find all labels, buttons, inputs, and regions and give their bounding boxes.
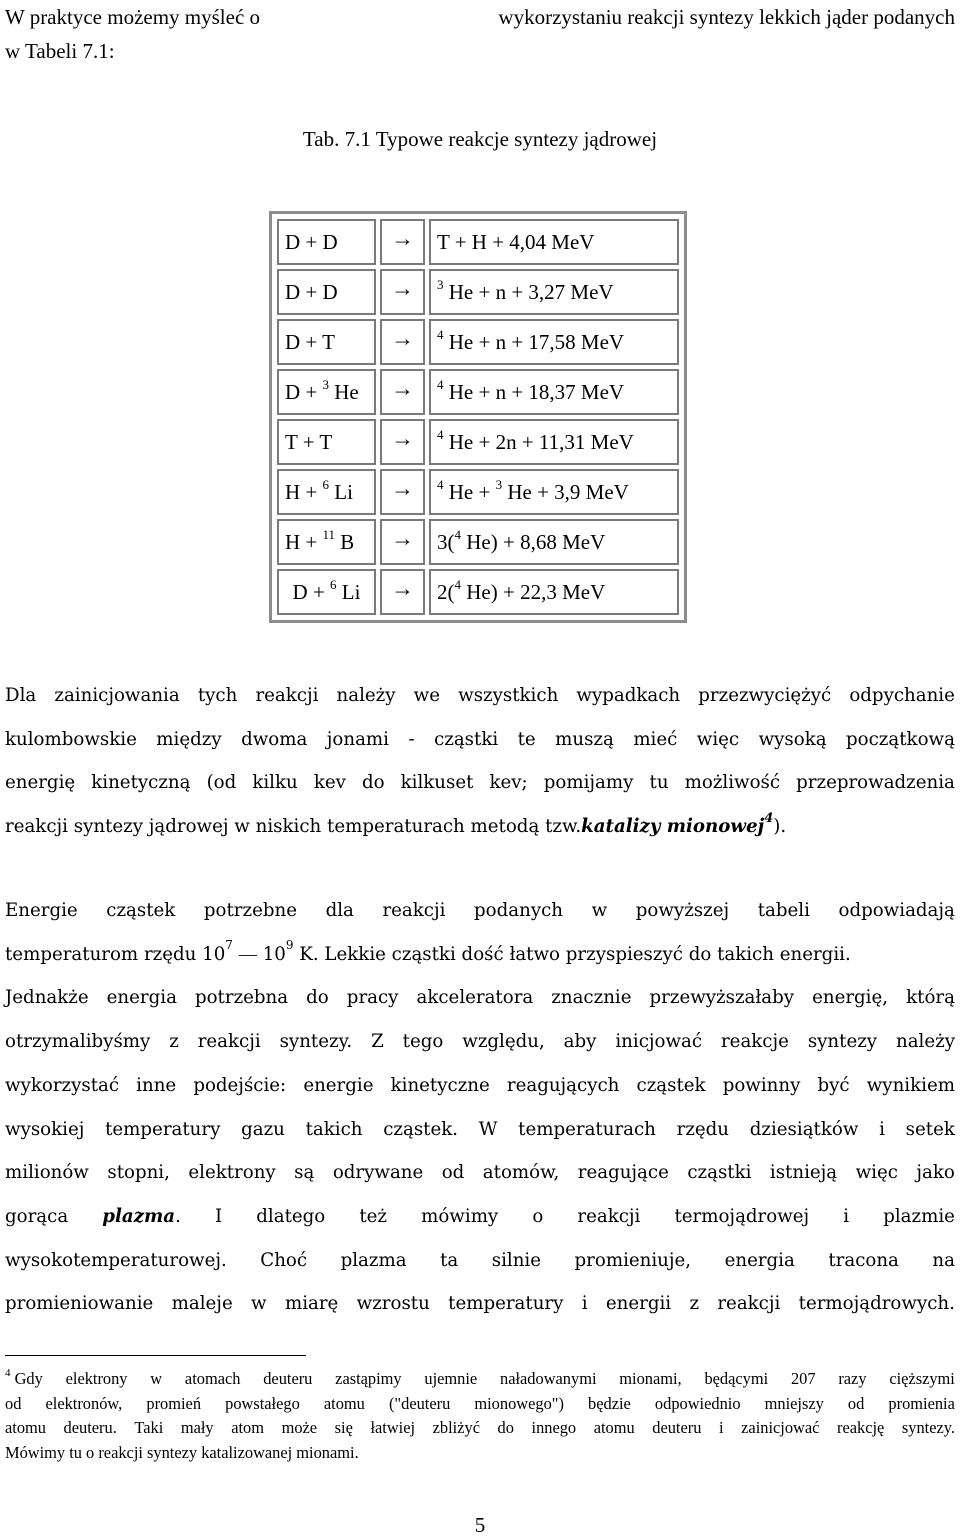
paragraph-line bbox=[5, 976, 955, 1020]
paragraph-line bbox=[5, 889, 955, 933]
word: kulombowskie bbox=[5, 728, 137, 750]
arrow-cell bbox=[380, 569, 425, 615]
word: elektrony bbox=[188, 1162, 276, 1184]
word: energię, bbox=[812, 987, 889, 1009]
word: mionami, bbox=[619, 1369, 682, 1388]
word: inicjować bbox=[615, 1031, 703, 1053]
paragraph-line bbox=[5, 1020, 955, 1064]
products-cell: $^4$ He + n + 17,58 MeV bbox=[429, 319, 679, 365]
word: być bbox=[817, 1074, 850, 1096]
word: tych bbox=[197, 685, 238, 706]
arrow-icon: → bbox=[391, 376, 414, 401]
reaction-row bbox=[277, 319, 679, 365]
reactants-cell: H + $^6$ Li bbox=[277, 469, 376, 515]
paragraph-line bbox=[5, 1239, 955, 1283]
word: przewyższałaby bbox=[649, 987, 795, 1009]
arrow-cell bbox=[380, 519, 425, 565]
word: gazu bbox=[241, 1118, 285, 1140]
word: Jednakże bbox=[5, 987, 89, 1009]
word: może bbox=[281, 1418, 318, 1437]
word: należy bbox=[336, 685, 396, 706]
word: reagujące bbox=[577, 1162, 669, 1184]
word: takich bbox=[305, 1118, 363, 1140]
word: inne bbox=[136, 1074, 177, 1096]
arrow-icon: → bbox=[391, 576, 414, 601]
word: energia bbox=[106, 987, 177, 1009]
paragraph-line bbox=[5, 1064, 955, 1108]
arrow-icon: → bbox=[391, 426, 414, 451]
word: reakcje bbox=[720, 1031, 789, 1053]
reaction-row bbox=[277, 419, 679, 465]
word: atomu bbox=[5, 1418, 46, 1437]
word: atomach bbox=[184, 1369, 241, 1388]
word: deuteru bbox=[652, 1418, 702, 1437]
word: w bbox=[591, 900, 608, 921]
word: energii bbox=[605, 1293, 672, 1315]
footnote-separator bbox=[5, 1355, 306, 1356]
word: deuteru. bbox=[63, 1418, 117, 1437]
word: podanych bbox=[474, 900, 563, 921]
word: rzędu bbox=[676, 1118, 730, 1140]
reaction-row bbox=[277, 369, 679, 415]
word: zbliżyć bbox=[432, 1418, 480, 1437]
word: na bbox=[932, 1249, 955, 1271]
word: przezwyciężyć bbox=[698, 685, 832, 706]
word: cząstek. bbox=[383, 1118, 459, 1140]
paragraph-line bbox=[5, 718, 955, 762]
footnote-line bbox=[5, 1367, 955, 1392]
paragraph-text: plazma. bbox=[102, 1205, 181, 1227]
word: Taki bbox=[134, 1418, 164, 1437]
word: plazma bbox=[340, 1249, 407, 1271]
word: elektrony bbox=[65, 1369, 128, 1388]
word: plazmie bbox=[883, 1205, 955, 1227]
word: - bbox=[408, 728, 415, 750]
word: silnie bbox=[491, 1249, 542, 1271]
products-cell: 3($^4$ He) + 8,68 MeV bbox=[429, 519, 679, 565]
page-number: 5 bbox=[474, 1513, 486, 1537]
word: reagujących bbox=[506, 1074, 620, 1096]
products-cell: $^4$ He + $^3$ He + 3,9 MeV bbox=[429, 469, 679, 515]
word: mniejszy bbox=[764, 1393, 824, 1413]
word: w bbox=[150, 1369, 163, 1388]
word: ujemnie bbox=[424, 1369, 478, 1388]
word: reakcji bbox=[255, 685, 319, 706]
word: atomu bbox=[323, 1393, 365, 1413]
arrow-icon: → bbox=[391, 276, 414, 301]
word: promienia bbox=[888, 1393, 955, 1413]
word: otrzymalibyśmy bbox=[5, 1031, 151, 1053]
word: ta bbox=[440, 1249, 459, 1271]
word: kilkuset bbox=[400, 772, 474, 793]
word: do bbox=[361, 772, 385, 793]
word: Choć bbox=[260, 1249, 308, 1271]
word: od bbox=[5, 1393, 22, 1413]
word: z bbox=[169, 1031, 179, 1053]
word: mały bbox=[180, 1418, 214, 1437]
paragraph-line bbox=[5, 1282, 955, 1326]
word: do bbox=[306, 987, 329, 1009]
paragraph-text: reakcji syntezy jądrowej w niskich temperaturach metodą tzw. bbox=[5, 815, 582, 837]
reactants-cell: D + D bbox=[277, 219, 376, 265]
word: dziesiątków bbox=[749, 1118, 859, 1140]
word: zastąpimy bbox=[335, 1369, 402, 1388]
footnote-text: Mówimy tu o reakcji syntezy katalizowanej mionami. bbox=[5, 1442, 359, 1462]
footnote-marker-word: $^4$ Gdy bbox=[5, 1366, 43, 1388]
word: razy bbox=[838, 1369, 867, 1388]
word: temperaturach bbox=[518, 1118, 656, 1140]
word: początkową bbox=[846, 728, 955, 750]
word: muszą bbox=[555, 728, 614, 750]
arrow-icon: → bbox=[391, 476, 414, 501]
word: cząstek bbox=[636, 1074, 706, 1096]
word: i bbox=[843, 1205, 850, 1227]
word: znacznie bbox=[551, 987, 632, 1009]
word: kilku bbox=[252, 772, 298, 793]
word: będącymi bbox=[704, 1369, 769, 1388]
word: mionowego") bbox=[474, 1393, 564, 1413]
products-cell: $^4$ He + 2n + 11,31 MeV bbox=[429, 419, 679, 465]
arrow-icon: → bbox=[391, 226, 414, 251]
word: między bbox=[156, 728, 222, 750]
word: Z bbox=[371, 1031, 384, 1053]
paragraph-line bbox=[5, 933, 955, 977]
word: setek bbox=[905, 1118, 955, 1140]
word: i bbox=[879, 1118, 885, 1140]
word: miarę bbox=[284, 1293, 339, 1315]
word: i bbox=[719, 1418, 724, 1437]
reactants-cell: D + $^3$ He bbox=[277, 369, 376, 415]
word: przeprowadzenia bbox=[796, 772, 955, 793]
word: wszystkich bbox=[458, 685, 559, 706]
table-caption: Tab. 7.1 Typowe reakcje syntezy jądrowej bbox=[302, 127, 658, 151]
word: atomu bbox=[593, 1418, 635, 1437]
word: potrzebne bbox=[203, 900, 297, 921]
word: tabeli bbox=[757, 900, 810, 921]
word: dlatego bbox=[256, 1205, 326, 1227]
word: kev bbox=[313, 772, 346, 793]
word: tracona bbox=[828, 1249, 899, 1271]
word: odpowiednio bbox=[654, 1393, 741, 1413]
word: odpychanie bbox=[849, 685, 955, 706]
word: należy bbox=[895, 1031, 955, 1053]
word: tego bbox=[402, 1031, 444, 1053]
word: atomów, bbox=[482, 1162, 560, 1184]
word: jako bbox=[916, 1162, 955, 1184]
word: są bbox=[294, 1162, 315, 1184]
paragraph-line bbox=[5, 674, 955, 718]
word: cząstki bbox=[687, 1162, 752, 1184]
paragraph-plasma bbox=[5, 889, 955, 1326]
footnote-marker: 4 bbox=[5, 1366, 11, 1379]
word: energie bbox=[303, 1074, 374, 1096]
word: I bbox=[214, 1205, 223, 1227]
word: możliwość bbox=[684, 772, 781, 793]
paragraph-line bbox=[5, 1195, 955, 1239]
word: potrzebna bbox=[194, 987, 289, 1009]
arrow-cell bbox=[380, 319, 425, 365]
footnote-ref: 4 bbox=[764, 811, 774, 827]
word: innego bbox=[531, 1418, 577, 1437]
word: termojądrowej bbox=[674, 1205, 810, 1227]
word: W bbox=[478, 1118, 498, 1140]
word: energia bbox=[724, 1249, 795, 1271]
word: temperatury bbox=[105, 1118, 221, 1140]
word: reakcji bbox=[577, 1205, 641, 1227]
word: powstałego bbox=[225, 1393, 300, 1413]
word: też bbox=[359, 1205, 387, 1227]
word: do bbox=[497, 1418, 514, 1437]
word: będzie bbox=[588, 1393, 631, 1413]
word: maleje bbox=[171, 1293, 233, 1315]
word: mieć bbox=[633, 728, 678, 750]
products-cell: $^4$ He + n + 18,37 MeV bbox=[429, 369, 679, 415]
word: syntezy bbox=[807, 1031, 878, 1053]
paragraph-text: gorąca bbox=[5, 1205, 69, 1227]
word: Dla bbox=[5, 685, 37, 706]
reaction-row bbox=[277, 469, 679, 515]
word: ("deuteru bbox=[388, 1393, 451, 1413]
word: się bbox=[334, 1418, 353, 1437]
word: podejście: bbox=[193, 1074, 287, 1096]
word: syntezy. bbox=[901, 1418, 955, 1437]
paragraph-line bbox=[5, 761, 955, 805]
word: łatwiej bbox=[370, 1418, 416, 1437]
word: więc bbox=[696, 728, 740, 750]
word: cząstki bbox=[434, 728, 499, 750]
word: istnieją bbox=[769, 1162, 838, 1184]
word: te bbox=[517, 728, 536, 750]
word: atom bbox=[231, 1418, 264, 1437]
word: powyższej bbox=[635, 900, 730, 921]
intro-text bbox=[5, 0, 955, 68]
word: akceleratora bbox=[416, 987, 534, 1009]
word: (od bbox=[206, 772, 237, 793]
word: zainicjować bbox=[741, 1418, 820, 1437]
footnote-line bbox=[5, 1416, 955, 1441]
arrow-cell bbox=[380, 269, 425, 315]
word: reakcji bbox=[197, 1031, 261, 1053]
arrow-icon: → bbox=[391, 526, 414, 551]
reactants-cell: D + D bbox=[277, 269, 376, 315]
reaction-row bbox=[277, 569, 679, 615]
arrow-cell bbox=[380, 369, 425, 415]
term-plasma: plazma bbox=[102, 1205, 176, 1227]
word: w bbox=[251, 1293, 267, 1315]
footnote-line bbox=[5, 1441, 955, 1466]
word: 207 bbox=[790, 1369, 816, 1388]
word: z bbox=[689, 1293, 700, 1315]
word: promieniowanie bbox=[5, 1293, 154, 1315]
word: stopni, bbox=[107, 1162, 170, 1184]
word: elektronów, bbox=[45, 1393, 123, 1413]
word: termojądrowych. bbox=[798, 1293, 955, 1315]
intro-line-2-text: w Tabeli 7.1: bbox=[5, 39, 115, 63]
paragraph-line bbox=[5, 1151, 955, 1195]
word: promieniuje, bbox=[574, 1249, 692, 1271]
intro-line-1-left: W praktyce możemy myśleć o bbox=[5, 5, 261, 29]
reactants-cell: T + T bbox=[277, 419, 376, 465]
products-cell: $^3$ He + n + 3,27 MeV bbox=[429, 269, 679, 315]
reactants-cell: H + $^{11}$ B bbox=[277, 519, 376, 565]
paragraph-text: temperaturom rzędu $10^7$ — $10^9$ K. Lekkie cząstki dość łatwo przyspieszyć do takich energii. bbox=[5, 937, 851, 965]
reaction-row bbox=[277, 219, 679, 265]
word: kinetyczną bbox=[91, 772, 191, 793]
word: pracy bbox=[346, 987, 399, 1009]
word: reakcję bbox=[836, 1418, 885, 1437]
arrow-cell bbox=[380, 469, 425, 515]
word: mówimy bbox=[421, 1205, 499, 1227]
word: kev; bbox=[489, 772, 528, 793]
arrow-cell bbox=[380, 219, 425, 265]
word: wykorzystać bbox=[5, 1074, 120, 1096]
word: deuteru bbox=[263, 1369, 313, 1388]
word: względu, bbox=[462, 1031, 545, 1053]
word: syntezy. bbox=[279, 1031, 353, 1053]
word: wysokiej bbox=[5, 1118, 85, 1140]
reactants-cell: D + $^6$ Li bbox=[277, 569, 376, 615]
word: reakcji bbox=[717, 1293, 781, 1315]
word: wzrostu bbox=[356, 1293, 430, 1315]
reaction-table-body bbox=[277, 219, 679, 615]
footnote bbox=[5, 1367, 955, 1465]
term-muon-catalysis: katalizy mionowej$^4$ bbox=[581, 811, 774, 837]
word: odrywane bbox=[332, 1162, 424, 1184]
word: wysokotemperaturowej. bbox=[5, 1249, 227, 1271]
word: promień bbox=[146, 1393, 202, 1413]
word: wynikiem bbox=[866, 1074, 955, 1096]
word: Energie bbox=[5, 900, 78, 921]
word: energię bbox=[5, 772, 76, 793]
word: odpowiadają bbox=[838, 900, 955, 921]
reactants-cell: D + T bbox=[277, 319, 376, 365]
word: temperatury bbox=[448, 1293, 564, 1315]
intro-line-2 bbox=[5, 34, 955, 68]
word: cięższymi bbox=[889, 1369, 955, 1388]
word: aby bbox=[563, 1031, 597, 1053]
paragraph-line bbox=[5, 805, 955, 849]
word: od bbox=[847, 1393, 865, 1413]
word: dla bbox=[325, 900, 354, 921]
word: tu bbox=[649, 772, 669, 793]
word: milionów bbox=[5, 1162, 89, 1184]
products-cell: 2($^4$ He) + 22,3 MeV bbox=[429, 569, 679, 615]
word: zainicjowania bbox=[54, 685, 180, 706]
reaction-row bbox=[277, 269, 679, 315]
reaction-row bbox=[277, 519, 679, 565]
paragraph-coulomb-barrier bbox=[5, 674, 955, 848]
word: którą bbox=[906, 987, 955, 1009]
word: cząstek bbox=[106, 900, 176, 921]
word: reakcji bbox=[382, 900, 446, 921]
paragraph-line bbox=[5, 1108, 955, 1152]
arrow-icon: → bbox=[391, 326, 414, 351]
word: jonami bbox=[326, 728, 389, 750]
word: wypadkach bbox=[576, 685, 681, 706]
word: więc bbox=[855, 1162, 898, 1184]
reaction-table bbox=[269, 211, 687, 623]
word: wysoką bbox=[758, 728, 827, 750]
word: kinetyczne bbox=[390, 1074, 490, 1096]
paragraph-text: ). bbox=[773, 815, 787, 837]
intro-line-1 bbox=[5, 0, 955, 34]
word: naładowanymi bbox=[500, 1369, 597, 1388]
word: od bbox=[441, 1162, 465, 1184]
word: pomijamy bbox=[543, 772, 634, 793]
arrow-cell bbox=[380, 419, 425, 465]
word: powinny bbox=[722, 1074, 801, 1096]
word: we bbox=[413, 685, 441, 706]
word: dwoma bbox=[241, 728, 308, 750]
word: o bbox=[532, 1205, 544, 1227]
products-cell: T + H + 4,04 MeV bbox=[429, 219, 679, 265]
footnote-line bbox=[5, 1392, 955, 1417]
word: i bbox=[581, 1293, 588, 1315]
intro-line-1-right: wykorzystaniu reakcji syntezy lekkich jąder podanych bbox=[498, 5, 955, 29]
